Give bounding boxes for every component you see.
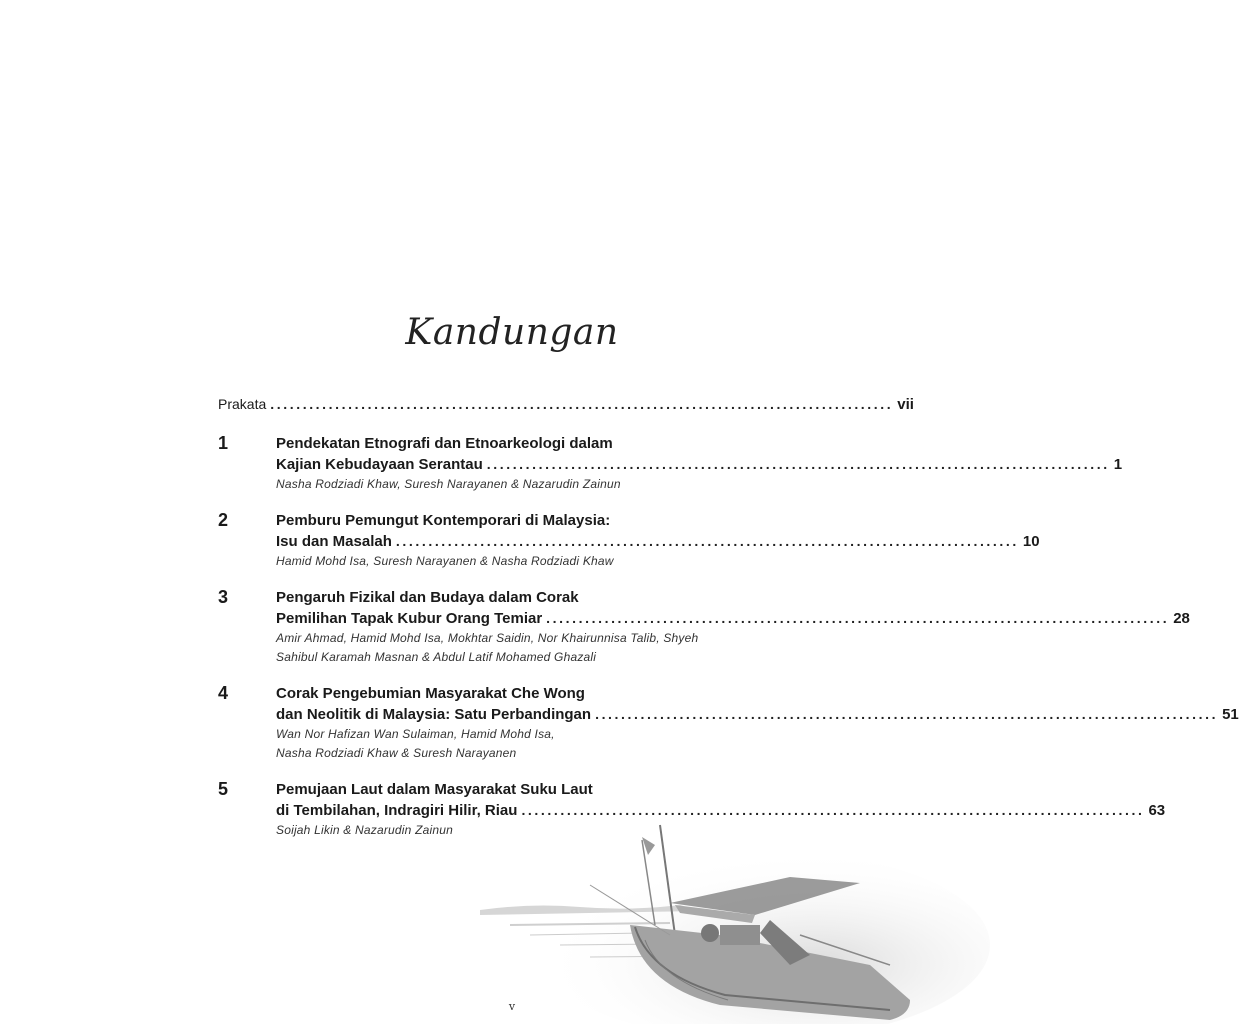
chapter-title-line-2: di Tembilahan, Indragiri Hilir, Riau bbox=[276, 802, 518, 819]
chapter-title-line-2: Pemilihan Tapak Kubur Orang Temiar bbox=[276, 610, 543, 627]
chapter-number: 2 bbox=[218, 510, 229, 530]
chapter-authors: Sahibul Karamah Masnan & Abdul Latif Mohamed Ghazali bbox=[276, 650, 597, 664]
dot-leader: ................................................................................................ bbox=[521, 802, 1145, 818]
chapter-number: 4 bbox=[218, 683, 229, 703]
toc-entry-chapter-3[interactable] bbox=[218, 587, 1190, 667]
chapter-number: 3 bbox=[218, 587, 229, 607]
boat-illustration bbox=[470, 815, 930, 1024]
chapter-authors: Nasha Rodziadi Khaw, Suresh Narayanen & Nazarudin Zainun bbox=[276, 477, 621, 491]
chapter-number: 1 bbox=[218, 433, 229, 453]
table-of-contents bbox=[218, 396, 1239, 840]
dot-leader: ................................................................................................ bbox=[595, 706, 1219, 722]
chapter-authors: Amir Ahmad, Hamid Mohd Isa, Mokhtar Saidin, Nor Khairunnisa Talib, Shyeh bbox=[276, 631, 699, 645]
toc-entry-chapter-4[interactable] bbox=[218, 683, 1239, 763]
chapter-authors: Hamid Mohd Isa, Suresh Narayanen & Nasha Rodziadi Khaw bbox=[276, 554, 614, 568]
chapter-title-line-1: Pemburu Pemungut Kontemporari di Malaysia: bbox=[276, 512, 611, 529]
dot-leader: ................................................................................................ bbox=[395, 533, 1019, 549]
page-number: v bbox=[508, 1000, 516, 1013]
chapter-title-line-2: dan Neolitik di Malaysia: Satu Perbandingan bbox=[276, 706, 592, 723]
prakata-page-number: vii bbox=[897, 396, 914, 413]
chapter-page-number: 51 bbox=[1222, 706, 1239, 723]
chapter-title-line-2: Isu dan Masalah bbox=[276, 533, 392, 550]
chapter-page-number: 1 bbox=[1113, 456, 1123, 473]
chapter-authors: Wan Nor Hafizan Wan Sulaiman, Hamid Mohd Isa, bbox=[276, 727, 555, 741]
toc-entry-prakata[interactable] bbox=[218, 396, 914, 413]
chapter-authors: Soijah Likin & Nazarudin Zainun bbox=[276, 823, 453, 837]
page-title: Kandungan bbox=[405, 312, 619, 353]
chapter-title-line-1: Pendekatan Etnografi dan Etnoarkeologi dalam bbox=[276, 435, 613, 452]
chapter-title-line-1: Pemujaan Laut dalam Masyarakat Suku Laut bbox=[276, 781, 593, 798]
chapter-authors: Nasha Rodziadi Khaw & Suresh Narayanen bbox=[276, 746, 517, 760]
chapter-page-number: 28 bbox=[1173, 610, 1190, 627]
chapter-title-line-2: Kajian Kebudayaan Serantau bbox=[276, 456, 483, 473]
dot-leader: ................................................................................................ bbox=[546, 610, 1170, 626]
chapter-page-number: 63 bbox=[1148, 802, 1166, 819]
chapter-number: 5 bbox=[218, 779, 229, 799]
dot-leader: ................................................................................................ bbox=[486, 456, 1110, 472]
chapter-title-line-1: Pengaruh Fizikal dan Budaya dalam Corak bbox=[276, 589, 579, 606]
toc-entry-chapter-1[interactable] bbox=[218, 433, 1123, 494]
prakata-label: Prakata bbox=[218, 396, 267, 412]
chapter-page-number: 10 bbox=[1022, 533, 1040, 550]
toc-entry-chapter-2[interactable] bbox=[218, 510, 1040, 571]
chapter-title-line-1: Corak Pengebumian Masyarakat Che Wong bbox=[276, 685, 585, 702]
dot-leader: ................................................................................................ bbox=[270, 396, 894, 412]
